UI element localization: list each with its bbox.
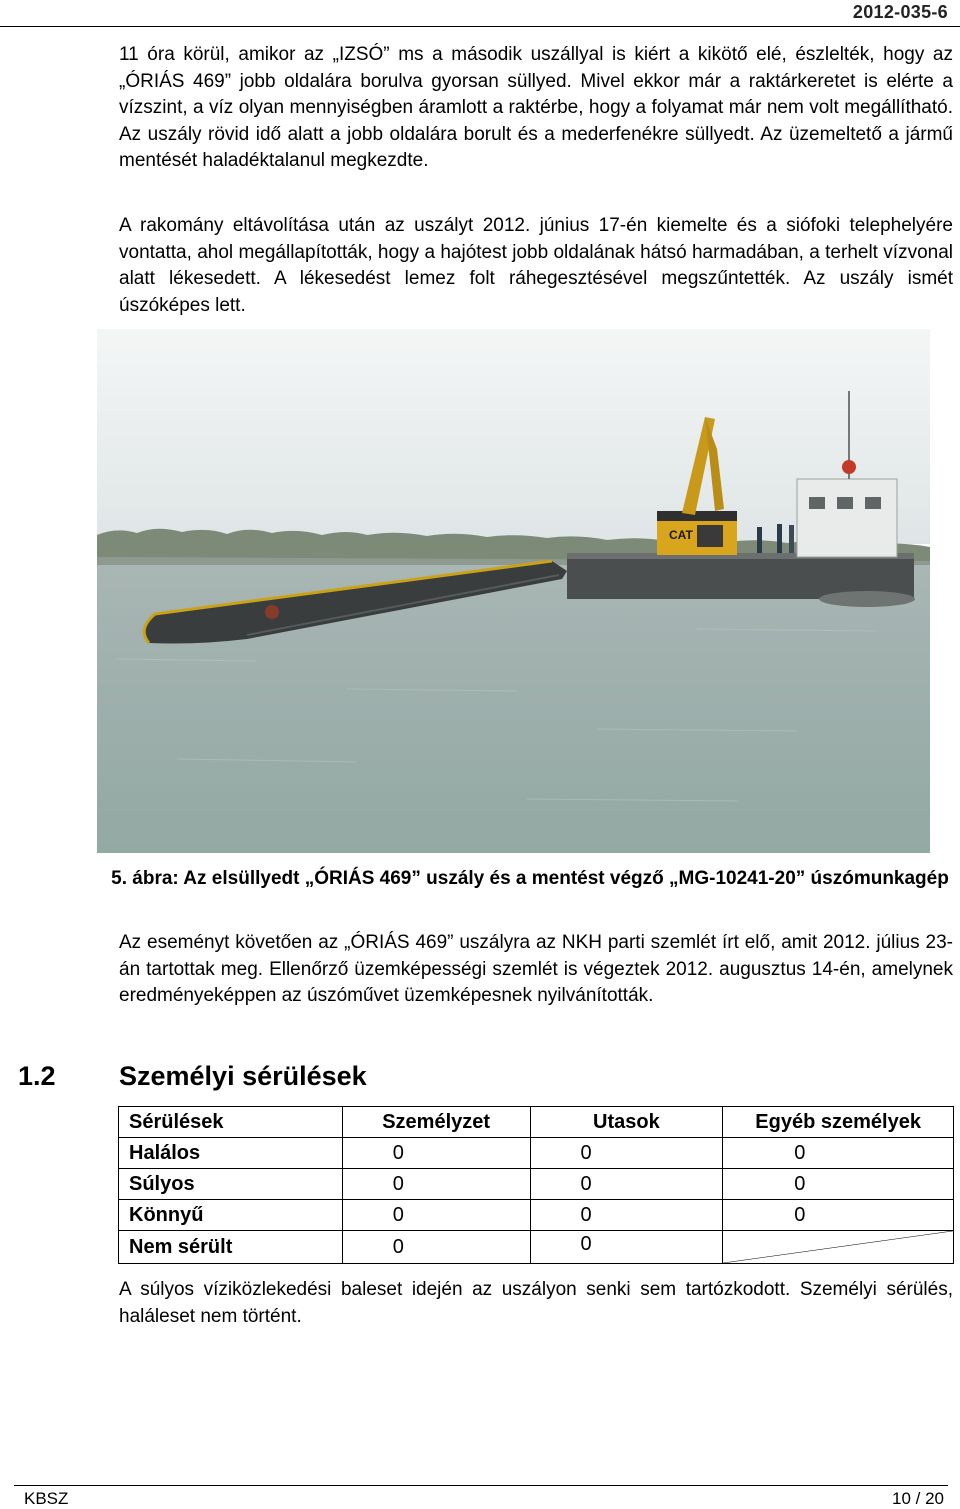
paragraph-sinking: 11 óra körül, amikor az „IZSÓ” ms a második uszállyal is kiért a kikötő elé, észlelték, hogy az „ÓRIÁS 469” jobb oldalára borulva gyorsan süllyed. Mivel ekkor már a raktárkeretet is elérte a vízszint, a víz olyan mennyiségben áramlott a raktérbe, hogy a folyamat már nem volt megállítható. Az uszály rövid idő alatt a jobb oldalára borult és a mederfenékre süllyedt. Az üzemeltető a jármű mentését haladéktalanul megkezdte. — [119, 44, 953, 171]
table-cell: 0 — [342, 1200, 530, 1231]
table-cell: 0 — [530, 1138, 723, 1169]
photo-sunken-barge — [97, 329, 930, 853]
table-header-cell: Egyéb személyek — [723, 1107, 954, 1138]
row-label: Súlyos — [119, 1169, 343, 1200]
section-number: 1.2 — [18, 1061, 56, 1091]
table-cell: 0 — [723, 1200, 954, 1231]
paragraph-salvage: A rakomány eltávolítása után az uszályt 2012. június 17-én kiemelte és a siófoki telephelyére vontatta, ahol megállapították, hogy a hajótest jobb oldalának hátsó harmadában, a terhelt vízvonal alatt lékesedett. A lékesedést lemez folt ráhegesztésével megszűntették. Az uszály ismét úszóképes lett. — [119, 215, 953, 316]
page-number: 10 / 20 — [892, 1489, 944, 1508]
table-cell: 0 — [723, 1138, 954, 1169]
photo-inflatable-boat — [819, 591, 915, 607]
row-label: Nem sérült — [119, 1231, 343, 1264]
paragraph-no-injuries: A súlyos víziközlekedési baleset idején az uszályon senki sem tartózkodott. Személyi sérülés, haláleset nem történt. — [119, 1279, 953, 1327]
table-cell: 0 — [342, 1169, 530, 1200]
paragraph-inspection: Az eseményt követően az „ÓRIÁS 469” uszályra az NKH parti szemlét írt elő, amit 2012. július 23-án tartottak meg. Ellenőrző üzemképességi szemlét is végeztek 2012. augusztus 14-én, amelynek eredményeképpen az úszóművet üzemképesnek nyilvánították. — [119, 932, 953, 1006]
figure-caption: 5. ábra: Az elsüllyedt „ÓRIÁS 469” uszály és a mentést végző „MG-10241-20” úszómunkagép — [111, 868, 949, 889]
document-id: 2012-035-6 — [852, 2, 948, 22]
table-cell: 0 — [342, 1231, 530, 1264]
footer-rule — [14, 1485, 948, 1486]
header-rule — [0, 26, 960, 27]
table-row — [119, 1138, 954, 1169]
table-cell: 0 — [530, 1169, 723, 1200]
table-row — [119, 1169, 954, 1200]
table-row — [119, 1231, 954, 1264]
table-header-cell: Utasok — [530, 1107, 723, 1138]
table-header-cell: Személyzet — [342, 1107, 530, 1138]
crossed-out-cell — [723, 1231, 954, 1264]
section-title: Személyi sérülések — [119, 1061, 367, 1091]
photo-excavator-cat-lettering: CAT — [669, 528, 693, 542]
injuries-table — [118, 1106, 954, 1264]
row-label: Könnyű — [119, 1200, 343, 1231]
row-label: Halálos — [119, 1138, 343, 1169]
footer-org: KBSZ — [24, 1489, 69, 1508]
table-cell: 0 — [530, 1231, 723, 1264]
table-row — [119, 1200, 954, 1231]
photo-cabin — [797, 479, 897, 557]
table-header-row — [119, 1107, 954, 1138]
table-cell: 0 — [723, 1169, 954, 1200]
table-cell: 0 — [342, 1138, 530, 1169]
table-cell: 0 — [530, 1200, 723, 1231]
table-header-cell: Sérülések — [119, 1107, 343, 1138]
